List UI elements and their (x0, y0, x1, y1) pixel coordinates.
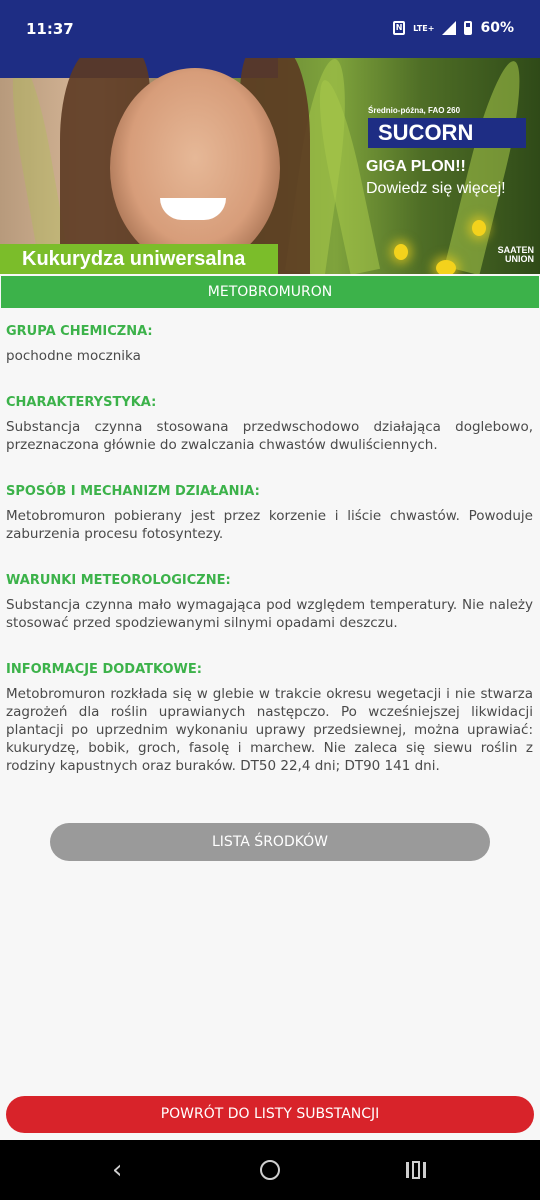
substance-details (6, 320, 533, 805)
corn-leaf (4, 58, 67, 249)
section-text: Metobromuron pobierany jest przez korzenie i liście chwastów. Powoduje zaburzenia procesu fotosyntezy. (6, 508, 533, 542)
section-text: pochodne mocznika (6, 348, 141, 364)
brand-logo: SAATEN UNION (497, 245, 534, 264)
signal-icon (442, 21, 456, 35)
substance-title: METOBROMURON (1, 276, 539, 308)
nfc-icon: N (393, 21, 405, 35)
home-icon[interactable] (260, 1160, 280, 1180)
recent-apps-icon[interactable] (406, 1160, 426, 1180)
banner-fao: Średnio-późna, FAO 260 (368, 106, 461, 115)
banner-product: SUCORN (368, 118, 526, 148)
battery-icon (464, 21, 472, 35)
banner-tagline: Kukurydza uniwersalna (0, 244, 278, 274)
back-icon[interactable]: ‹ (112, 1155, 123, 1185)
section-additional-info (6, 662, 533, 775)
corn-kernel-icon (394, 244, 408, 260)
section-chemical-group (6, 324, 533, 365)
ad-banner[interactable] (0, 58, 540, 274)
section-label: CHARAKTERYSTYKA: (6, 395, 157, 410)
section-characteristics (6, 395, 533, 454)
back-to-substances-button[interactable]: POWRÓT DO LISTY SUBSTANCJI (6, 1096, 534, 1133)
banner-cta: Dowiedz się więcej! (366, 180, 506, 197)
section-text: Substancja czynna mało wymagająca pod względem temperatury. Nie należy stosować przed spodziewanymi silnymi opadami deszczu. (6, 597, 533, 631)
section-text: Metobromuron rozkłada się w glebie w trakcie okresu wegetacji i nie stwarza zagrożeń dla roślin uprawianych następczo. Po wcześniejszej likwidacji plantacji po uprzednim wykonaniu uprawy przedsiewnej, można uprawiać: kukurydzę, bobik, groch, fasolę i marchew. Nie zaleca się siewu roślin z rodziny kapustnych oraz buraków. DT50 22,4 dni; DT90 141 dni. (6, 686, 533, 774)
status-icons (393, 20, 514, 36)
corn-kernel-icon (436, 260, 456, 274)
section-weather (6, 573, 533, 632)
section-label: GRUPA CHEMICZNA: (6, 324, 153, 339)
system-nav-bar (0, 1140, 540, 1200)
section-mechanism (6, 484, 533, 543)
status-time: 11:37 (26, 20, 74, 38)
corn-kernel-icon (472, 220, 486, 236)
battery-percent: 60% (480, 20, 514, 36)
woman-face (110, 68, 280, 268)
lte-indicator: LTE+ (413, 23, 435, 33)
section-label: SPOSÓB I MECHANIZM DZIAŁANIA: (6, 484, 260, 499)
banner-headline: GIGA PLON!! (366, 158, 466, 175)
section-label: WARUNKI METEOROLOGICZNE: (6, 573, 231, 588)
status-bar (0, 0, 540, 58)
section-label: INFORMACJE DODATKOWE: (6, 662, 202, 677)
product-list-button[interactable]: LISTA ŚRODKÓW (50, 823, 490, 861)
section-text: Substancja czynna stosowana przedwschodowo działająca doglebowo, przeznaczona głównie do zwalczania chwastów dwuliściennych. (6, 419, 533, 453)
